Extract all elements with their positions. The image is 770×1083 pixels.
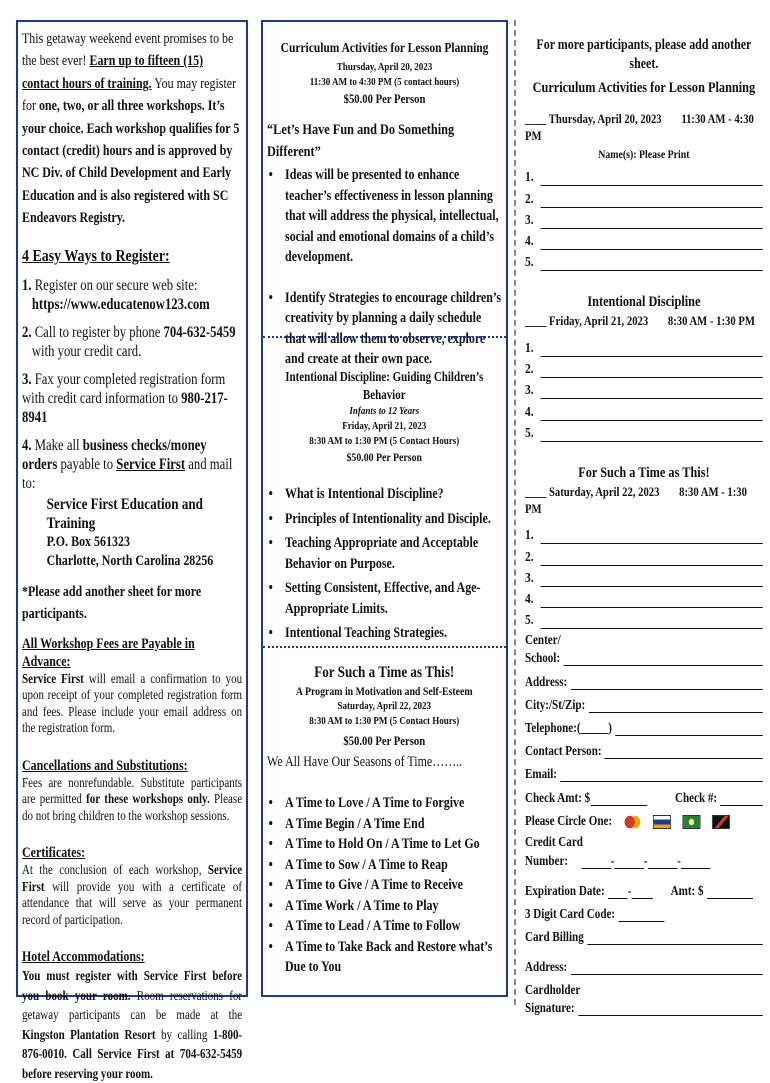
hotel-heading: Hotel Accommodations: <box>22 949 145 966</box>
list-item: • Identify Strategies to encourage children’s creativity by planning a daily schedule that will allow them to observe, explore and create at their own pace. <box>267 288 502 370</box>
list-item: • A Time to Give / A Time to Receive <box>267 875 502 896</box>
form-session-3-line: ____ Saturday, April 22, 2023 8:30 AM - 1:30 PM <box>525 483 747 516</box>
address-name: Service First Education and Training <box>46 495 203 532</box>
workshop-1-bullets <box>267 165 502 370</box>
cardholder-label: Cardholder <box>525 982 581 998</box>
workshop-3-time: 8:30 AM to 1:30 PM (5 Contact Hours) <box>309 715 460 727</box>
workshop-3-price: $50.00 Per Person <box>343 733 426 748</box>
contact-fields <box>525 631 763 1016</box>
form-session-2-title: Intentional Discipline <box>587 294 701 311</box>
info-panel <box>16 20 248 1081</box>
way-2-rest: with your credit card. <box>31 342 142 360</box>
email-field[interactable]: Email: <box>525 759 763 782</box>
session-2-names <box>525 335 763 441</box>
session-3-names <box>525 523 763 629</box>
intro-workshops: one, two, or all three workshops. It’s your choice. Each workshop qualifies for 5 contact (credit) hours and is approved by NC Div. of Child Development and Early Education and is also registered with SC Endeavors Registry. <box>22 98 240 227</box>
workshop-3-bullets <box>267 793 502 978</box>
register-phone: 704-632-5459 <box>163 323 236 341</box>
way-1: 1. Register on our secure web site: <box>22 276 198 294</box>
expiration-label: Expiration Date: <box>525 882 605 898</box>
participants-note: *Please add another sheet for more participants. <box>22 583 202 622</box>
intro-hours: Earn up to fifteen (15) contact hours of training. <box>22 53 204 92</box>
contact-person-field[interactable]: Contact Person: <box>525 736 763 759</box>
workshop-1-tagline: “Let’s Have Fun and Do Something Different” <box>267 122 455 160</box>
certificates-heading: Certificates: <box>22 845 86 862</box>
list-item: • Teaching Appropriate and Acceptable Behavior on Purpose. <box>267 533 502 574</box>
name-field[interactable]: 5. <box>525 421 763 442</box>
address-box: P.O. Box 561323 <box>46 533 130 550</box>
list-item: • Ideas will be presented to enhance teacher’s effectiveness in lesson planning that will address the physical, intellectual, social and emotional domains of a child’s development. <box>267 165 502 268</box>
list-item: • Principles of Intentionality and Disciple. <box>267 509 502 530</box>
visa-card-icon[interactable] <box>653 815 671 829</box>
name-field[interactable]: 5. <box>525 250 763 271</box>
workshop-3-subtitle: A Program in Motivation and Self-Esteem <box>295 684 473 698</box>
name-field[interactable]: 4. <box>525 229 763 250</box>
list-item: • A Time to Lead / A Time to Follow <box>267 916 502 937</box>
list-item: • A Time Work / A Time to Play <box>267 896 502 917</box>
workshop-1 <box>267 22 502 367</box>
list-item: • A Time to Love / A Time to Forgive <box>267 793 502 814</box>
discover-card-icon[interactable] <box>683 815 701 829</box>
cancel-text: Fees are nonrefundable. Substitute participants are permitted for these workshops only. Please do not bring children to the workshop sessions. <box>22 774 243 823</box>
mastercard-icon[interactable] <box>624 815 642 829</box>
telephone-field[interactable]: Telephone:(_____) <box>525 713 763 736</box>
list-item: • A Time to Hold On / A Time to Let Go <box>267 834 502 855</box>
list-item: • What is Intentional Discipline? <box>267 484 502 505</box>
way-3: 3. Fax your completed registration form with credit card information to 980-217-8941 <box>22 370 228 426</box>
name-field[interactable]: 3. <box>525 378 763 399</box>
card-billing-field[interactable]: Card Billing <box>525 922 763 945</box>
check-row <box>525 782 763 805</box>
certificates-text: At the conclusion of each workshop, Service First will provide you with a certificate of attendance that will serve as your permanent record of participation. <box>22 862 243 927</box>
mailing-address <box>22 495 242 571</box>
fees-text: Service First will email a confirmation to you upon receipt of your completed registration form and fees. Please include your email address on the registration form. <box>22 670 243 736</box>
workshop-3-title: For Such a Time as This! <box>314 664 455 681</box>
more-participants-note: For more participants, please add another sheet. <box>536 37 752 72</box>
name-field[interactable]: 1. <box>525 335 763 356</box>
workshop-2-date: Friday, April 21, 2023 <box>342 420 427 432</box>
workshop-2 <box>267 368 502 644</box>
workshop-2-time: 8:30 AM to 1:30 PM (5 Contact Hours) <box>309 435 460 447</box>
check-number-field[interactable] <box>720 791 762 806</box>
fax-number: 980-217-8941 <box>22 389 228 426</box>
workshop-1-title: Curriculum Activities for Lesson Planning <box>280 41 489 56</box>
workshop-2-title: Intentional Discipline: Guiding Children’s Behavior <box>285 369 484 402</box>
card-type-row: Please Circle One: <box>525 806 763 829</box>
center-label: Center/ <box>525 632 561 648</box>
name-field[interactable]: 1. <box>525 165 763 186</box>
name-field[interactable]: 3. <box>525 566 763 587</box>
workshop-3-seasons: We All Have Our Seasons of Time…….. <box>267 754 463 770</box>
workshop-2-subtitle: Infants to 12 Years <box>349 405 420 417</box>
workshop-1-price: $50.00 Per Person <box>343 91 426 106</box>
way-2: 2. Call to register by phone 704-632-5459 <box>22 323 236 341</box>
name-field[interactable]: 5. <box>525 608 763 629</box>
name-field[interactable]: 3. <box>525 208 763 229</box>
check-number-label: Check #: <box>674 789 718 805</box>
workshop-3-date: Saturday, April 22, 2023 <box>337 700 431 712</box>
name-field[interactable]: 4. <box>525 399 763 420</box>
amount-label: Amt: $ <box>670 882 704 898</box>
signature-field[interactable]: Signature: <box>525 998 763 1016</box>
amex-card-icon[interactable] <box>712 815 730 829</box>
hotel-text: You must register with Service First before you book your room. Room reservations for getaway participants can be made at the Kingston Plantation Resort by calling 1-800-876-0010. Call Service First at 704-632-5459 before reserving your room. <box>22 968 243 1081</box>
form-session-1-title: Curriculum Activities for Lesson Planning <box>532 80 756 96</box>
expiration-field[interactable] <box>608 884 628 899</box>
school-field[interactable]: School: <box>525 648 763 666</box>
session-1-names <box>525 165 763 271</box>
cancel-heading: Cancellations and Substitutions: <box>22 757 188 774</box>
credit-card-label: Credit Card <box>525 833 583 849</box>
form-session-2-line: ____ Friday, April 21, 2023 8:30 AM - 1:30 PM <box>525 313 755 329</box>
list-item: • Intentional Teaching Strategies. <box>267 623 502 644</box>
section-divider <box>263 336 506 338</box>
section-divider <box>263 646 506 648</box>
expiration-row: Expiration Date: - Amt: $ <box>525 869 763 899</box>
city-state-zip-field[interactable]: City:/St/Zip: <box>525 690 763 713</box>
workshop-1-date: Thursday, April 20, 2023 <box>336 61 433 73</box>
register-url[interactable]: https://www.educatenow123.com <box>31 295 210 313</box>
check-amount-field[interactable] <box>590 791 647 806</box>
names-print-label: Name(s): Please Print <box>598 147 690 161</box>
fold-dashed-line <box>514 20 516 1005</box>
form-session-1-line: ____ Thursday, April 20, 2023 11:30 AM - 4:30 PM <box>525 111 754 143</box>
list-item: • Setting Consistent, Effective, and Age-Appropriate Limits. <box>267 578 502 619</box>
form-session-3-title: For Such a Time as This! <box>578 464 710 481</box>
registration-form <box>519 20 759 1016</box>
address-city: Charlotte, North Carolina 28256 <box>46 552 214 569</box>
card-code-field[interactable]: 3 Digit Card Code: <box>525 899 763 922</box>
card-number-field[interactable]: Number: - - - <box>525 850 763 869</box>
name-field[interactable]: 2. <box>525 357 763 378</box>
intro-paragraph <box>22 28 242 230</box>
name-field[interactable]: 2. <box>525 186 763 207</box>
list-item: • A Time to Sow / A Time to Reap <box>267 855 502 876</box>
fees-heading: All Workshop Fees are Payable in Advance: <box>22 635 195 670</box>
workshop-3 <box>267 662 502 978</box>
workshop-1-time: 11:30 AM to 4:30 PM (5 contact hours) <box>309 76 460 88</box>
name-field[interactable]: 2. <box>525 544 763 565</box>
intro-text-2: You may register for <box>22 75 237 115</box>
check-amount-label: Check Amt: $ <box>525 789 591 805</box>
workshop-2-price: $50.00 Per Person <box>346 450 423 464</box>
list-item: • A Time to Take Back and Restore what’s Due to You <box>267 937 502 978</box>
name-field[interactable]: 1. <box>525 523 763 544</box>
list-item: • A Time Begin / A Time End <box>267 814 502 835</box>
workshops-panel <box>261 20 508 997</box>
amount-field[interactable] <box>707 884 753 899</box>
name-field[interactable]: 4. <box>525 587 763 608</box>
ways-heading: 4 Easy Ways to Register: <box>22 245 170 265</box>
intro-text: This getaway weekend event promises to be the best ever! <box>22 31 234 70</box>
address-field[interactable]: Address: <box>525 666 763 689</box>
workshop-2-bullets <box>267 484 502 644</box>
way-4: 4. Make all business checks/money orders payable to Service First and mail to: <box>22 436 233 492</box>
billing-address-field[interactable]: Address: <box>525 945 763 975</box>
